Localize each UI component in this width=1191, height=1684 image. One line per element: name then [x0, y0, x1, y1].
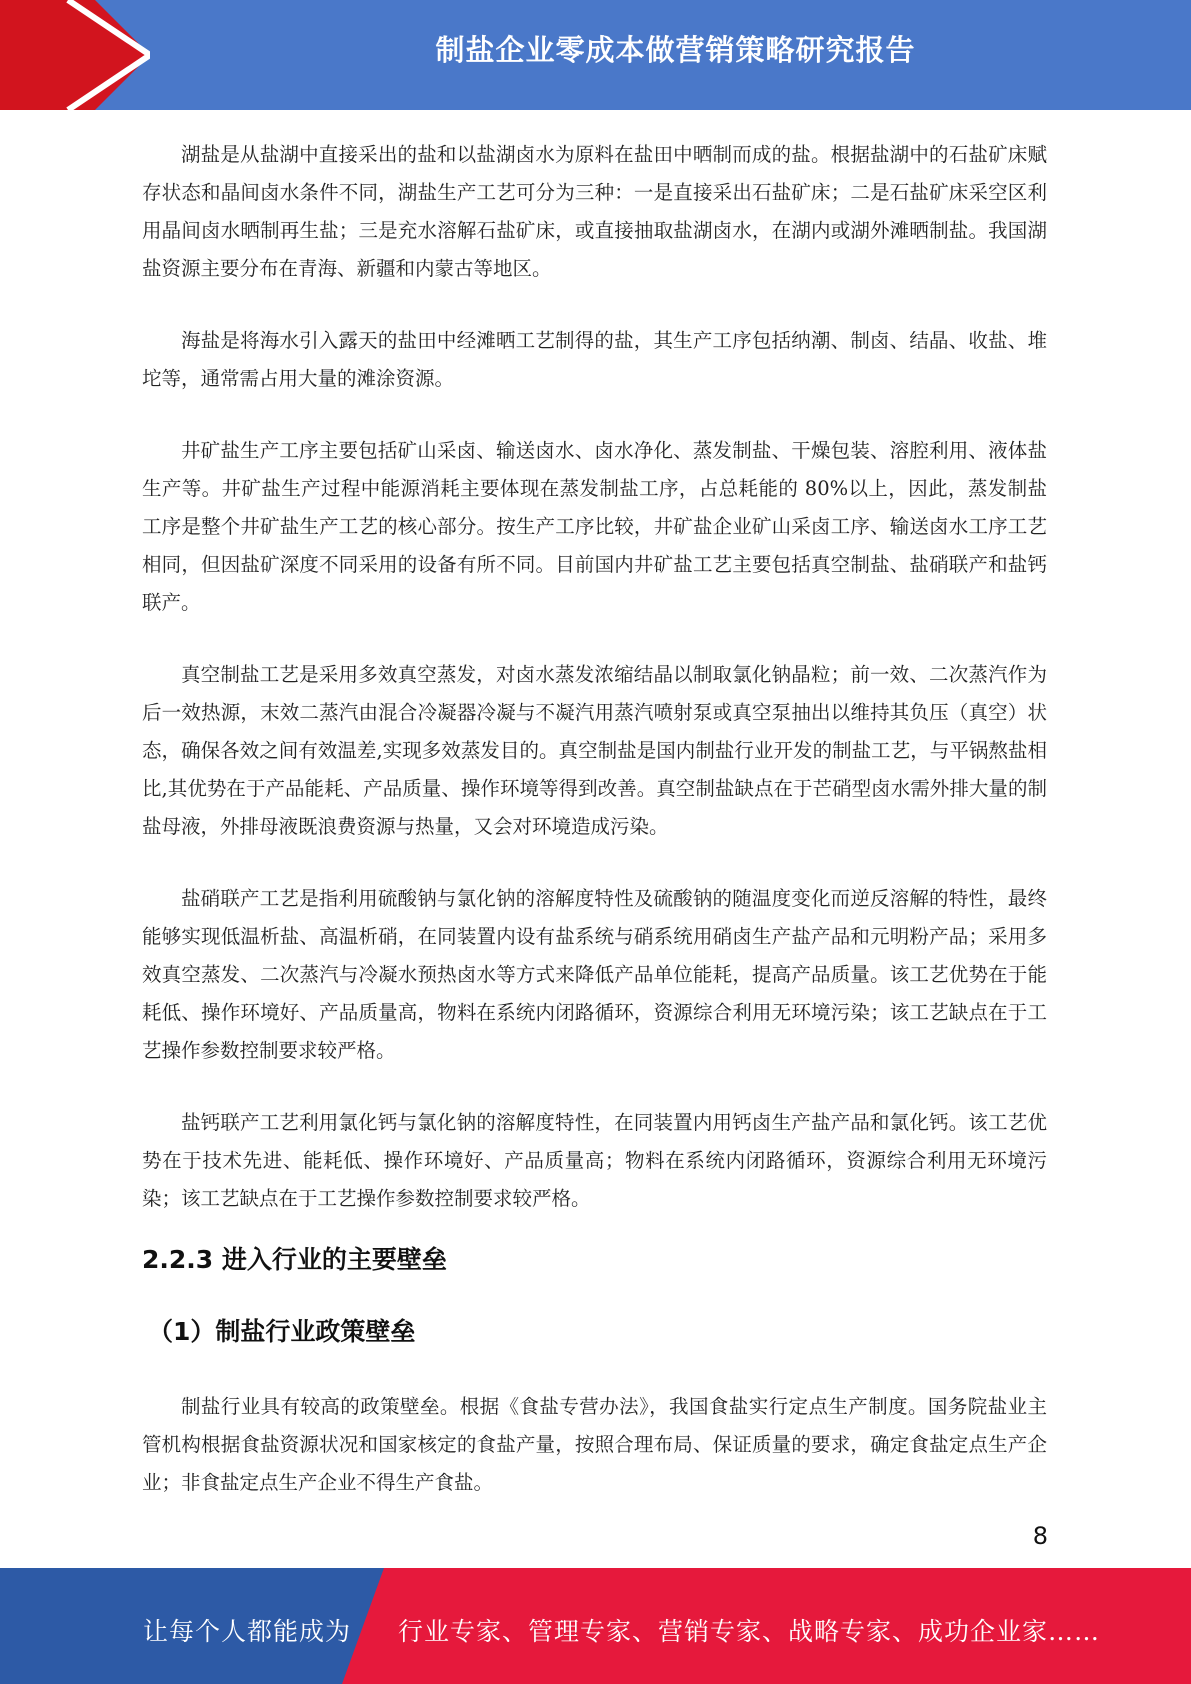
- paragraph-salt-calcium: 盐钙联产工艺利用氯化钙与氯化钠的溶解度特性，在同装置内用钙卤生产盐产品和氯化钙。该工艺优势在于技术先进、能耗低、操作环境好、产品质量高；物料在系统内闭路循环，资源综合利用无环境污染；该工艺缺点在于工艺操作参数控制要求较严格。: [142, 1111, 1047, 1210]
- paragraph-well-salt: 井矿盐生产工序主要包括矿山采卤、输送卤水、卤水净化、蒸发制盐、干燥包装、溶腔利用、液体盐生产等。井矿盐生产过程中能源消耗主要体现在蒸发制盐工序，占总耗能的 80%以上，因此，蒸发制盐工序是整个井矿盐生产工艺的核心部分。按生产工序比较，井矿盐企业矿山采卤工序、输送卤水工序工艺相同，但因盐矿深度不同采用的设备有所不同。目前国内井矿盐工艺主要包括真空制盐、盐硝联产和盐钙联产。: [142, 439, 1047, 614]
- page-content: [142, 136, 1047, 1536]
- header-title: 制盐企业零成本做营销策略研究报告: [435, 33, 916, 67]
- paragraph-lake-salt: 湖盐是从盐湖中直接采出的盐和以盐湖卤水为原料在盐田中晒制而成的盐。根据盐湖中的石盐矿床赋存状态和晶间卤水条件不同，湖盐生产工艺可分为三种：一是直接采出石盐矿床；二是石盐矿床采空区利用晶间卤水晒制再生盐；三是充水溶解石盐矿床，或直接抽取盐湖卤水，在湖内或湖外滩晒制盐。我国湖盐资源主要分布在青海、新疆和内蒙古等地区。: [142, 143, 1047, 280]
- header-red-chevron: [0, 0, 150, 110]
- page-header: [0, 0, 1191, 110]
- paragraph-salt-nitre: 盐硝联产工艺是指利用硫酸钠与氯化钠的溶解度特性及硫酸钠的随温度变化而逆反溶解的特性，最终能够实现低温析盐、高温析硝，在同装置内设有盐系统与硝系统用硝卤生产盐产品和元明粉产品；采用多效真空蒸发、二次蒸汽与冷凝水预热卤水等方式来降低产品单位能耗，提高产品质量。该工艺优势在于能耗低、操作环境好、产品质量高，物料在系统内闭路循环，资源综合利用无环境污染；该工艺缺点在于工艺操作参数控制要求较严格。: [142, 887, 1047, 1062]
- footer-slogan-left: 让每个人都能成为: [143, 1617, 352, 1646]
- paragraph-policy-barrier: 制盐行业具有较高的政策壁垒。根据《食盐专营办法》，我国食盐实行定点生产制度。国务院盐业主管机构根据食盐资源状况和国家核定的食盐产量，按照合理布局、保证质量的要求，确定食盐定点生产企业；非食盐定点生产企业不得生产食盐。: [142, 1395, 1047, 1494]
- section-subheading: （1）制盐行业政策壁垒: [148, 1317, 416, 1346]
- footer-slogan-right: 行业专家、管理专家、营销专家、战略专家、成功企业家……: [398, 1617, 1101, 1646]
- paragraph-sea-salt: 海盐是将海水引入露天的盐田中经滩晒工艺制得的盐，其生产工序包括纳潮、制卤、结晶、收盐、堆坨等，通常需占用大量的滩涂资源。: [142, 329, 1047, 390]
- page-footer: [0, 1568, 1191, 1684]
- paragraph-vacuum-salt: 真空制盐工艺是采用多效真空蒸发，对卤水蒸发浓缩结晶以制取氯化钠晶粒；前一效、二次蒸汽作为后一效热源，末效二蒸汽由混合冷凝器冷凝与不凝汽用蒸汽喷射泵或真空泵抽出以维持其负压（真空）状态，确保各效之间有效温差,实现多效蒸发目的。真空制盐是国内制盐行业开发的制盐工艺，与平锅熬盐相比,其优势在于产品能耗、产品质量、操作环境等得到改善。真空制盐缺点在于芒硝型卤水需外排大量的制盐母液，外排母液既浪费资源与热量，又会对环境造成污染。: [142, 663, 1047, 838]
- page-number: 8: [1032, 1522, 1048, 1550]
- section-heading: 2.2.3 进入行业的主要壁垒: [142, 1245, 447, 1274]
